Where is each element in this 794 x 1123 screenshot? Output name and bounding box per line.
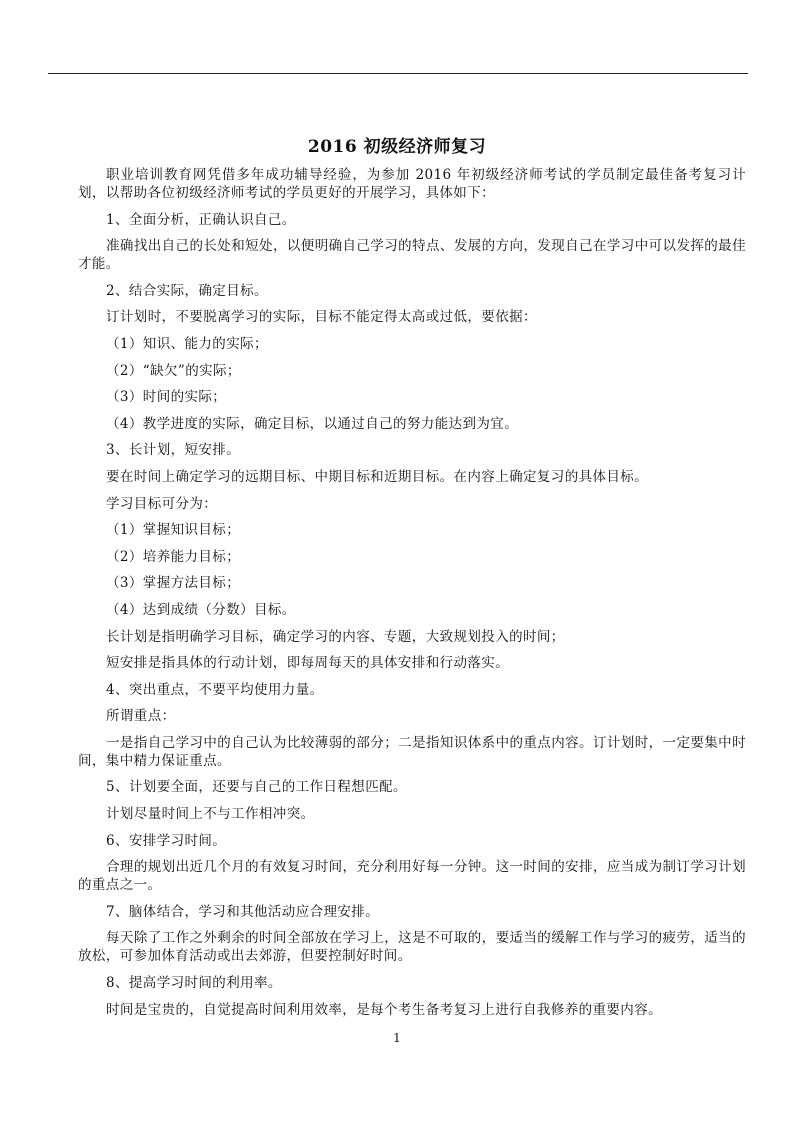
list-item: （2）培养能力目标； xyxy=(106,548,241,565)
paragraph: 计划尽量时间上不与工作相冲突。 xyxy=(106,806,315,823)
section-heading-2: 2、结合实际，确定目标。 xyxy=(106,282,268,299)
list-item: （1）掌握知识目标； xyxy=(106,522,241,539)
section-heading-7: 7、脑体结合，学习和其他活动应合理安排。 xyxy=(106,903,380,920)
section-heading-4: 4、突出重点，不要平均使用力量。 xyxy=(106,681,324,698)
list-item: （3）时间的实际； xyxy=(106,389,227,406)
page-number: 1 xyxy=(393,1031,401,1045)
paragraph: 合理的规划出近几个月的有效复习时间，充分利用好每一分钟。这一时间的安排，应当成为制订学习计划的重点之一。 xyxy=(78,859,746,894)
paragraph: 长计划是指明确学习目标，确定学习的内容、专题，大致规划投入的时间； xyxy=(106,628,565,645)
page-title: 2016 初级经济师复习 xyxy=(307,137,487,157)
paragraph: 学习目标可分为： xyxy=(106,495,218,512)
list-item: （3）掌握方法目标； xyxy=(106,575,241,592)
paragraph: 准确找出自己的长处和短处，以便明确自己学习的特点、发展的方向，发现自己在学习中可以发挥的最佳才能。 xyxy=(78,238,746,273)
section-heading-6: 6、安排学习时间。 xyxy=(106,832,227,849)
intro-paragraph: 职业培训教育网凭借多年成功辅导经验，为参加 2016 年初级经济师考试的学员制定最佳备考复习计划，以帮助各位初级经济师考试的学员更好的开展学习，具体如下： xyxy=(78,167,746,201)
paragraph: 一是指自己学习中的自己认为比较薄弱的部分；二是指知识体系中的重点内容。订计划时，一定要集中时间，集中精力保证重点。 xyxy=(78,734,746,769)
list-item: （1）知识、能力的实际； xyxy=(106,335,268,352)
section-heading-8: 8、提高学习时间的利用率。 xyxy=(106,975,282,992)
paragraph: 所谓重点： xyxy=(106,708,176,725)
paragraph: 时间是宝贵的，自觉提高时间利用效率，是每个考生备考复习上进行自我修养的重要内容。 xyxy=(106,1001,662,1018)
paragraph: 短安排是指具体的行动计划，即每周每天的具体安排和行动落实。 xyxy=(106,655,510,672)
paragraph: 订计划时，不要脱离学习的实际，目标不能定得太高或过低，要依据： xyxy=(106,309,537,326)
section-heading-1: 1、全面分析，正确认识自己。 xyxy=(106,211,296,228)
paragraph: 要在时间上确定学习的远期目标、中期目标和近期目标。在内容上确定复习的具体目标。 xyxy=(106,468,649,485)
list-item: （2）“缺欠”的实际； xyxy=(106,362,241,379)
list-item: （4）教学进度的实际，确定目标，以通过自己的努力能达到为宜。 xyxy=(106,415,519,432)
paragraph: 每天除了工作之外剩余的时间全部放在学习上，这是不可取的，要适当的缓解工作与学习的疲劳，适当的放松，可参加体育活动或出去郊游，但要控制好时间。 xyxy=(78,930,746,965)
header-rule xyxy=(48,73,748,74)
section-heading-5: 5、计划要全面，还要与自己的工作日程想匹配。 xyxy=(106,779,407,796)
section-heading-3: 3、长计划，短安排。 xyxy=(106,442,241,459)
list-item: （4）达到成绩（分数）目标。 xyxy=(106,601,296,618)
document-body xyxy=(78,166,746,1027)
